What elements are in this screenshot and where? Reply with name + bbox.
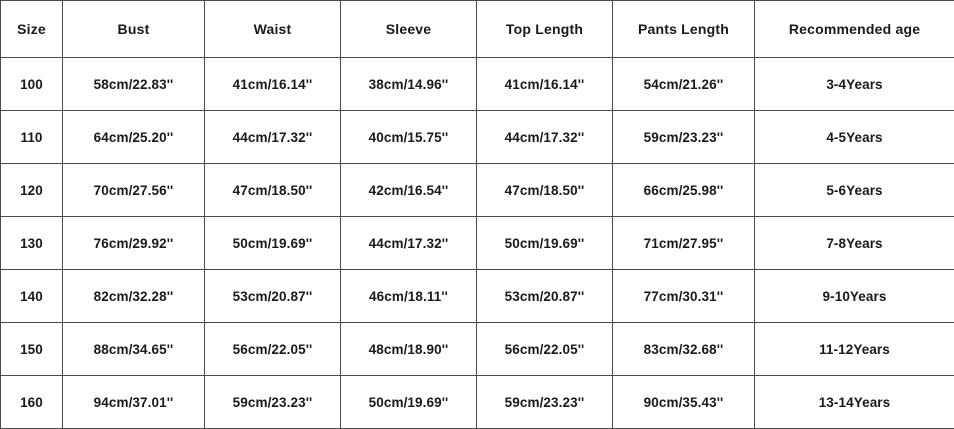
cell-sleeve: 40cm/15.75'' — [341, 111, 477, 164]
cell-bust: 70cm/27.56'' — [63, 164, 205, 217]
cell-pants-length: 54cm/21.26'' — [613, 58, 755, 111]
cell-sleeve: 48cm/18.90'' — [341, 323, 477, 376]
cell-waist: 44cm/17.32'' — [205, 111, 341, 164]
cell-pants-length: 83cm/32.68'' — [613, 323, 755, 376]
cell-waist: 56cm/22.05'' — [205, 323, 341, 376]
cell-waist: 53cm/20.87'' — [205, 270, 341, 323]
cell-sleeve: 50cm/19.69'' — [341, 376, 477, 429]
cell-recommended-age: 11-12Years — [755, 323, 954, 376]
cell-recommended-age: 3-4Years — [755, 58, 954, 111]
cell-sleeve: 44cm/17.32'' — [341, 217, 477, 270]
table-row — [1, 58, 954, 111]
table-row — [1, 323, 954, 376]
cell-top-length: 44cm/17.32'' — [477, 111, 613, 164]
cell-top-length: 53cm/20.87'' — [477, 270, 613, 323]
cell-top-length: 41cm/16.14'' — [477, 58, 613, 111]
cell-size: 110 — [1, 111, 63, 164]
cell-pants-length: 71cm/27.95'' — [613, 217, 755, 270]
cell-pants-length: 77cm/30.31'' — [613, 270, 755, 323]
cell-recommended-age: 5-6Years — [755, 164, 954, 217]
column-header-sleeve: Sleeve — [341, 1, 477, 58]
column-header-recommended-age: Recommended age — [755, 1, 954, 58]
cell-waist: 47cm/18.50'' — [205, 164, 341, 217]
cell-top-length: 56cm/22.05'' — [477, 323, 613, 376]
cell-waist: 59cm/23.23'' — [205, 376, 341, 429]
cell-bust: 88cm/34.65'' — [63, 323, 205, 376]
cell-bust: 82cm/32.28'' — [63, 270, 205, 323]
column-header-waist: Waist — [205, 1, 341, 58]
column-header-top-length: Top Length — [477, 1, 613, 58]
cell-pants-length: 59cm/23.23'' — [613, 111, 755, 164]
cell-top-length: 47cm/18.50'' — [477, 164, 613, 217]
cell-sleeve: 42cm/16.54'' — [341, 164, 477, 217]
column-header-size: Size — [1, 1, 63, 58]
cell-sleeve: 38cm/14.96'' — [341, 58, 477, 111]
table-header — [1, 1, 954, 58]
cell-size: 130 — [1, 217, 63, 270]
cell-recommended-age: 7-8Years — [755, 217, 954, 270]
table-row — [1, 376, 954, 429]
column-header-bust: Bust — [63, 1, 205, 58]
cell-pants-length: 90cm/35.43'' — [613, 376, 755, 429]
table-row — [1, 111, 954, 164]
cell-size: 140 — [1, 270, 63, 323]
table-row — [1, 270, 954, 323]
cell-pants-length: 66cm/25.98'' — [613, 164, 755, 217]
table-row — [1, 217, 954, 270]
table-body — [1, 58, 954, 429]
cell-bust: 64cm/25.20'' — [63, 111, 205, 164]
cell-sleeve: 46cm/18.11'' — [341, 270, 477, 323]
cell-bust: 76cm/29.92'' — [63, 217, 205, 270]
table-header-row — [1, 1, 954, 58]
cell-size: 160 — [1, 376, 63, 429]
cell-size: 120 — [1, 164, 63, 217]
table-row — [1, 164, 954, 217]
cell-recommended-age: 9-10Years — [755, 270, 954, 323]
cell-bust: 58cm/22.83'' — [63, 58, 205, 111]
cell-recommended-age: 13-14Years — [755, 376, 954, 429]
column-header-pants-length: Pants Length — [613, 1, 755, 58]
cell-bust: 94cm/37.01'' — [63, 376, 205, 429]
cell-top-length: 50cm/19.69'' — [477, 217, 613, 270]
cell-waist: 50cm/19.69'' — [205, 217, 341, 270]
cell-recommended-age: 4-5Years — [755, 111, 954, 164]
cell-size: 150 — [1, 323, 63, 376]
cell-waist: 41cm/16.14'' — [205, 58, 341, 111]
cell-size: 100 — [1, 58, 63, 111]
cell-top-length: 59cm/23.23'' — [477, 376, 613, 429]
